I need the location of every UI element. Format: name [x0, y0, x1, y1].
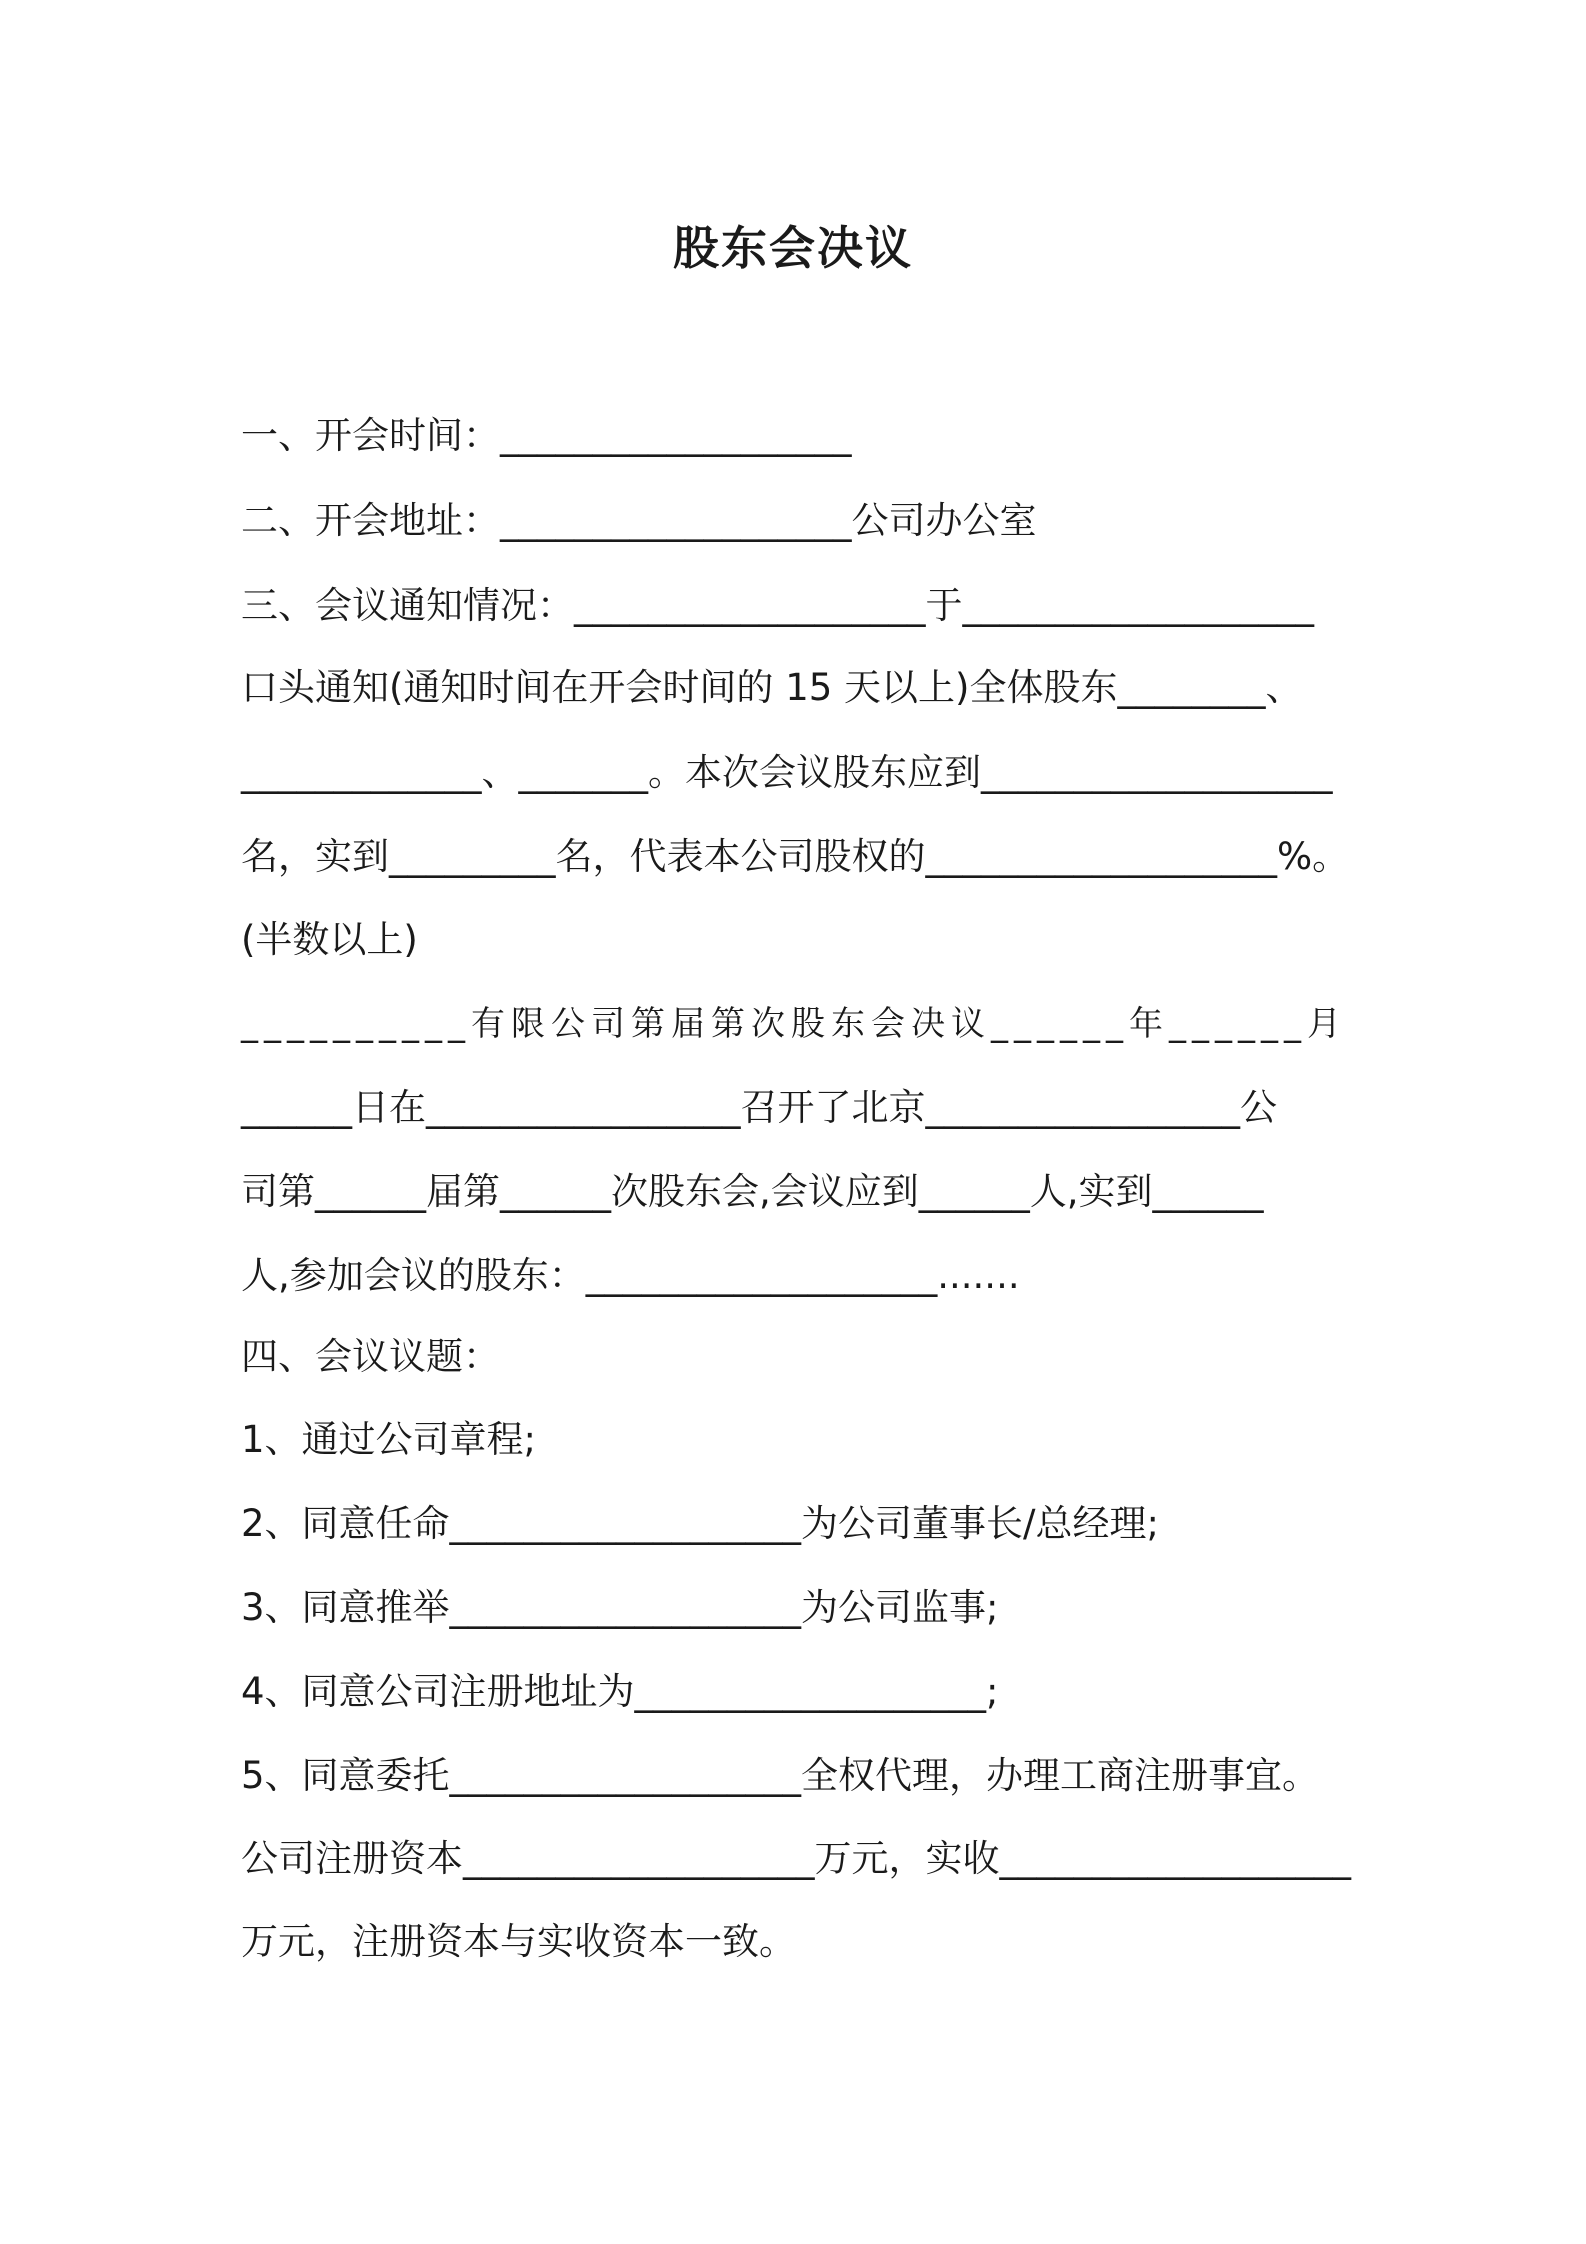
meeting-time-line: 一、开会时间：___________________ [241, 414, 852, 457]
attending-shareholders-line: 人,参加会议的股东：___________________....... [241, 1254, 1020, 1297]
agenda-item-1: 1、通过公司章程; [241, 1418, 537, 1461]
capital-consistency-line: 万元，注册资本与实收资本一致。 [241, 1920, 796, 1963]
shareholders-attendance-line: _____________、_______。本次会议股东应到___________________ [241, 751, 1333, 794]
meeting-notice-line: 三、会议通知情况：___________________于___________________ [241, 584, 1314, 627]
document-title: 股东会决议 [673, 221, 913, 275]
agenda-heading: 四、会议议题： [241, 1335, 500, 1378]
equity-percentage-line: 名，实到_________名，代表本公司股权的___________________%。 [241, 835, 1350, 878]
meeting-address-line: 二、开会地址：___________________公司办公室 [241, 499, 1037, 542]
agenda-item-2: 2、同意任命___________________为公司董事长/总经理; [241, 1502, 1159, 1545]
agenda-item-3: 3、同意推举___________________为公司监事; [241, 1586, 999, 1629]
agenda-item-5: 5、同意委托___________________全权代理，办理工商注册事宜。 [241, 1754, 1320, 1797]
oral-notice-line: 口头通知(通知时间在开会时间的 15 天以上)全体股东________、 [241, 666, 1303, 709]
meeting-date-line: ______日在_________________召开了北京_________________公 [241, 1086, 1277, 1129]
majority-note-line: (半数以上) [241, 918, 418, 961]
registered-capital-line: 公司注册资本___________________万元，实收___________________ [241, 1837, 1351, 1880]
meeting-session-line: 司第______届第______次股东会,会议应到______人,实到______ [241, 1170, 1264, 1213]
resolution-heading-line: __________有限公司第届第次股东会决议______年______月 [241, 1004, 1347, 1044]
agenda-item-4: 4、同意公司注册地址为___________________; [241, 1670, 999, 1713]
